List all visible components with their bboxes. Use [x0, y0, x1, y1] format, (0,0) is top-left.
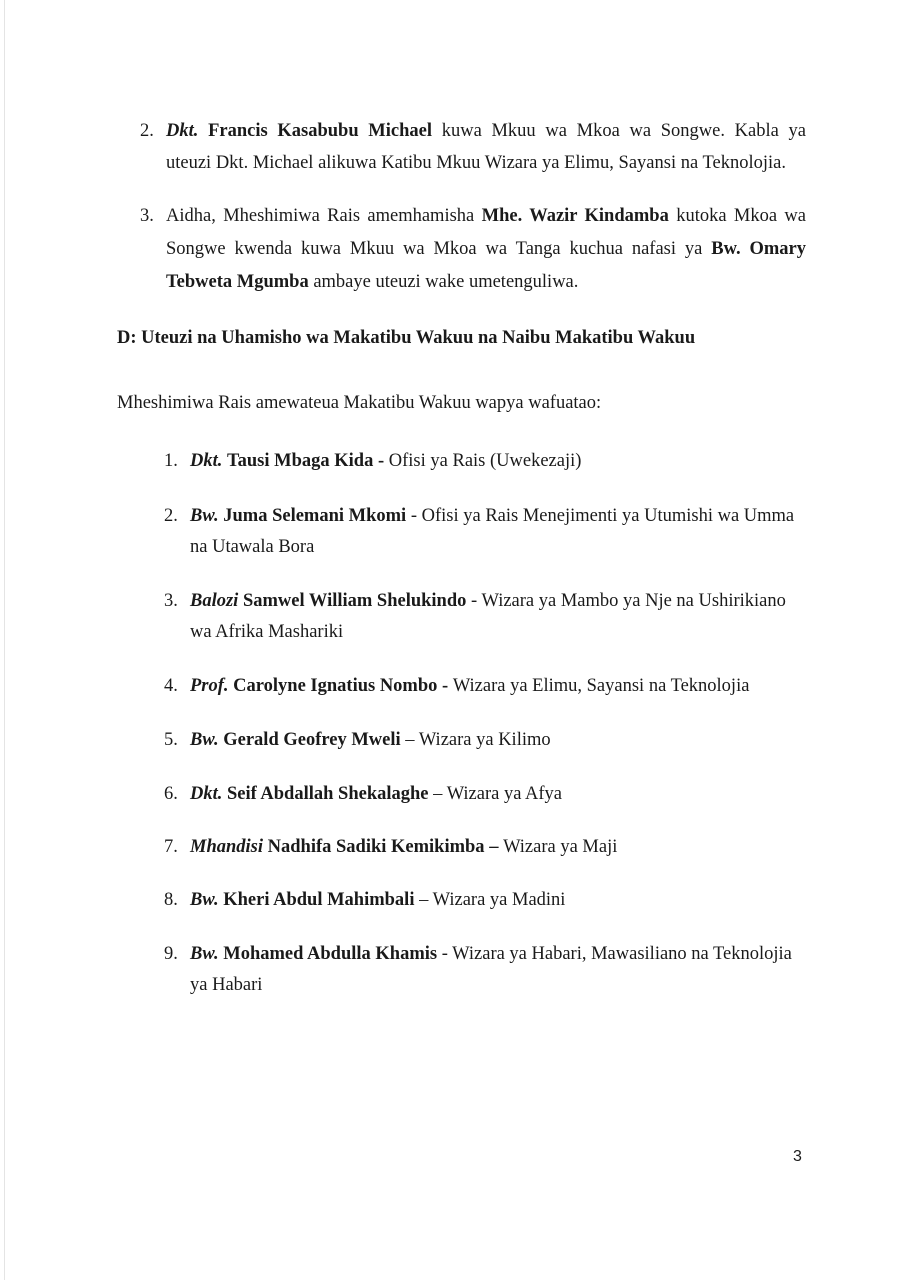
- appointee-name: Kheri Abdul Mahimbali: [223, 890, 415, 910]
- separator: -: [466, 591, 482, 611]
- list-item-line: [190, 888, 565, 912]
- title-prefix: Bw.: [190, 944, 219, 964]
- item-number: 9.: [164, 944, 178, 964]
- appointee-name: Mohamed Abdulla Khamis: [223, 944, 438, 964]
- appointee-name: Juma Selemani Mkomi: [223, 506, 407, 526]
- item-number: 1.: [164, 451, 178, 471]
- title-prefix: Mhandisi: [190, 837, 264, 857]
- office-name-continued: na Utawala Bora: [190, 537, 315, 557]
- title-prefix: Dkt.: [166, 121, 199, 141]
- list-item-line: [190, 449, 581, 473]
- item-number: 3.: [140, 206, 154, 226]
- item-number: 2.: [164, 506, 178, 526]
- separator: -: [406, 506, 422, 526]
- separator: –: [414, 890, 433, 910]
- item-number: 6.: [164, 784, 178, 804]
- list-item-line: [190, 942, 792, 966]
- list-item-line: [166, 237, 806, 261]
- item-text: ambaye uteuzi wake umetenguliwa.: [308, 272, 579, 292]
- office-name: Wizara ya Kilimo: [418, 730, 551, 750]
- list-item-line: [190, 728, 551, 752]
- separator: –: [428, 784, 447, 804]
- section-heading: D: Uteuzi na Uhamisho wa Makatibu Wakuu na Naibu Makatibu Wakuu: [117, 328, 696, 348]
- appointee-name: Mhe. Wazir Kindamba: [481, 206, 669, 226]
- office-name: Wizara ya Mambo ya Nje na Ushirikiano: [481, 591, 786, 611]
- separator: –: [484, 837, 504, 857]
- title-prefix: Bw.: [190, 890, 219, 910]
- appointee-name: Tebweta Mgumba: [166, 272, 309, 292]
- appointee-name: Gerald Geofrey Mweli: [223, 730, 401, 750]
- office-name-continued: wa Afrika Mashariki: [190, 622, 344, 642]
- title-prefix: Balozi: [190, 591, 239, 611]
- item-number: 2.: [140, 121, 154, 141]
- appointee-name: Nadhifa Sadiki Kemikimba: [267, 837, 485, 857]
- list-item-line: [190, 504, 794, 528]
- appointee-name: Bw. Omary: [711, 239, 806, 259]
- title-prefix: Prof.: [190, 676, 229, 696]
- office-name: Wizara ya Madini: [432, 890, 566, 910]
- item-text: Aidha, Mheshimiwa Rais amemhamisha: [166, 206, 482, 226]
- title-prefix: Bw.: [190, 506, 219, 526]
- office-name: Ofisi ya Rais Menejimenti ya Utumishi wa Umma: [421, 506, 795, 526]
- list-item-line: [190, 589, 786, 613]
- office-name: Wizara ya Maji: [503, 837, 618, 857]
- page-number: 3: [793, 1148, 802, 1165]
- separator: -: [437, 944, 453, 964]
- list-item-line: [166, 204, 806, 228]
- appointee-name: Tausi Mbaga Kida: [227, 451, 374, 471]
- list-item-line: uteuzi Dkt. Michael alikuwa Katibu Mkuu Wizara ya Elimu, Sayansi na Teknolojia.: [166, 153, 786, 173]
- appointee-name: Francis Kasabubu Michael: [208, 121, 433, 141]
- item-number: 7.: [164, 837, 178, 857]
- title-prefix: Dkt.: [190, 451, 223, 471]
- list-item-line: [190, 674, 749, 698]
- item-number: 4.: [164, 676, 178, 696]
- item-number: 5.: [164, 730, 178, 750]
- appointee-name: Samwel William Shelukindo: [242, 591, 467, 611]
- title-prefix: Bw.: [190, 730, 219, 750]
- item-text: kuwa Mkuu wa Mkoa wa Songwe. Kabla ya: [432, 121, 806, 141]
- separator: –: [400, 730, 419, 750]
- item-text: kutoka Mkoa wa: [668, 206, 806, 226]
- office-name: Wizara ya Habari, Mawasiliano na Teknolojia: [452, 944, 792, 964]
- intro-paragraph: Mheshimiwa Rais amewateua Makatibu Wakuu wapya wafuatao:: [117, 393, 602, 413]
- office-name: Wizara ya Elimu, Sayansi na Teknolojia: [452, 676, 750, 696]
- appointee-name: Carolyne Ignatius Nombo: [233, 676, 438, 696]
- separator: -: [437, 676, 453, 696]
- office-name: Ofisi ya Rais (Uwekezaji): [388, 451, 582, 471]
- office-name: Wizara ya Afya: [446, 784, 563, 804]
- scan-edge-line: [4, 0, 5, 1280]
- separator: -: [373, 451, 389, 471]
- office-name-continued: ya Habari: [190, 975, 263, 995]
- list-item-line: [166, 119, 806, 143]
- list-item-line: [190, 782, 562, 806]
- item-number: 8.: [164, 890, 178, 910]
- appointee-name: Seif Abdallah Shekalaghe: [227, 784, 429, 804]
- item-text: Songwe kwenda kuwa Mkuu wa Mkoa wa Tanga kuchua nafasi ya: [166, 239, 712, 259]
- list-item-line: [166, 270, 578, 294]
- list-item-line: [190, 835, 617, 859]
- title-prefix: Dkt.: [190, 784, 223, 804]
- item-number: 3.: [164, 591, 178, 611]
